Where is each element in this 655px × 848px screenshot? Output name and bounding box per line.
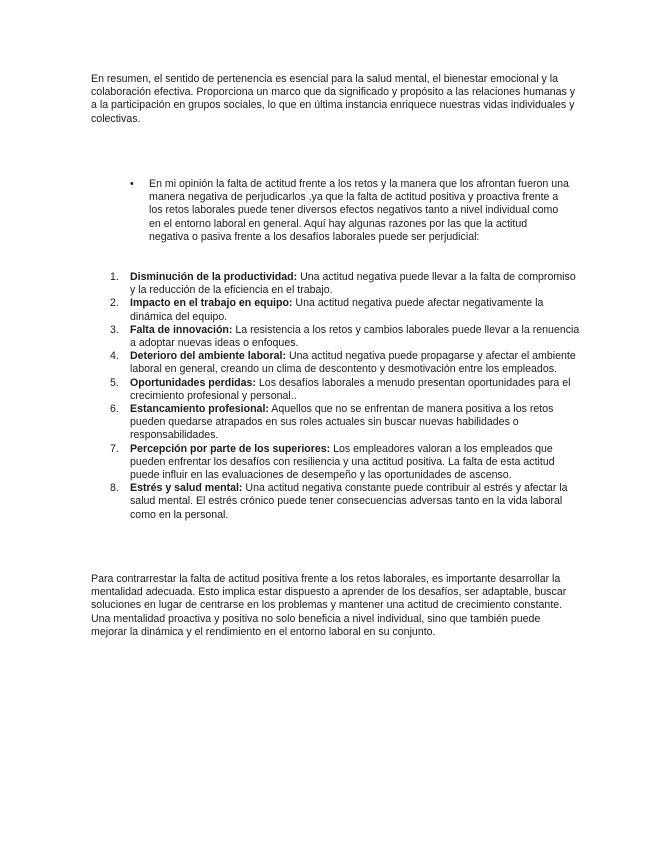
item-title: Estrés y salud mental: bbox=[130, 482, 243, 495]
opinion-text: En mi opinión la falta de actitud frente a los retos y la manera que los afrontan fueron una manera negativa de perjudicarlos ,ya que la falta de actitud positiva y proactiva frente a los retos laborales puede tener diversos efectos negativos tanto a nivel individual como en el entorno laboral en general. Aquí hay algunas razones por las que la actitud negativa o pasiva frente a los desafíos laborales puede ser perjudicial: bbox=[149, 178, 569, 243]
item-title: Impacto en el trabajo en equipo: bbox=[130, 297, 293, 310]
item-number: 4. bbox=[110, 350, 119, 363]
item-text: Una actitud negativa puede propagarse y afectar el ambiente laboral en general, creando un clima de descontento y desmotivación entre los empleados. bbox=[130, 350, 576, 376]
item-title: Disminución de la productividad: bbox=[130, 271, 298, 283]
list-item bbox=[110, 350, 580, 376]
item-text: Aquellos que no se enfrentan de manera positiva a los retos pueden quedarse atrapados en sus roles actuales sin buscar nuevas habilidades o responsabilidades. bbox=[130, 403, 554, 442]
item-number: 7. bbox=[110, 442, 119, 455]
item-text: Una actitud negativa puede afectar negativamente la dinámica del equipo. bbox=[130, 297, 544, 323]
item-number: 5. bbox=[110, 376, 119, 389]
reasons-list bbox=[110, 271, 580, 522]
list-item bbox=[110, 443, 580, 483]
opinion-bullet bbox=[130, 178, 570, 244]
item-number: 1. bbox=[110, 271, 119, 283]
item-text: La resistencia a los retos y cambios laborales puede llevar a la renuencia a adoptar nuevas ideas o enfoques. bbox=[130, 323, 580, 350]
item-number: 2. bbox=[110, 297, 119, 310]
item-title: Falta de innovación: bbox=[130, 323, 233, 336]
item-number: 6. bbox=[110, 403, 119, 416]
list-item bbox=[110, 377, 580, 403]
item-title: Oportunidades perdidas: bbox=[130, 376, 256, 389]
bullet-symbol: • bbox=[130, 178, 134, 190]
list-item bbox=[110, 297, 580, 323]
intro-paragraph: En resumen, el sentido de pertenencia es esencial para la salud mental, el bienestar emocional y la colaboración efectiva. Proporciona un marco que da significado y propósito a las relaciones humanas y a la participación en grupos sociales, lo que en última instancia enriquece nuestras vidas individuales y colectivas. bbox=[91, 73, 576, 125]
list-item bbox=[110, 403, 580, 443]
item-text: Una actitud negativa puede llevar a la falta de compromiso y la reducción de la eficiencia en el trabajo. bbox=[130, 271, 576, 297]
item-text: Los desafíos laborales a menudo presentan oportunidades para el crecimiento profesional y personal.. bbox=[130, 376, 571, 402]
item-title: Percepción por parte de los superiores: bbox=[130, 442, 331, 455]
item-text: Los empleadores valoran a los empleados que pueden enfrentar los desafíos con resiliencia y una actitud positiva. La falta de esta actitud puede influir en las evaluaciones de desempeño y las oportunidades de ascenso. bbox=[130, 442, 555, 482]
list-item bbox=[110, 482, 580, 522]
closing-paragraph: Para contrarrestar la falta de actitud positiva frente a los retos laborales, es importante desarrollar la mentalidad adecuada. Esto implica estar dispuesto a aprender de los desafíos, ser adaptable, buscar soluciones en lugar de centrarse en los problemas y mantener una actitud de crecimiento constante. Una mentalidad proactiva y positiva no solo beneficia a nivel individual, sino que también puede mejorar la dinámica y el rendimiento en el entorno laboral en su conjunto. bbox=[91, 573, 567, 638]
item-number: 8. bbox=[110, 482, 119, 495]
list-item bbox=[110, 324, 580, 350]
item-title: Estancamiento profesional: bbox=[130, 403, 269, 416]
list-item bbox=[110, 271, 580, 297]
item-number: 3. bbox=[110, 323, 119, 336]
item-text: Una actitud negativa constante puede contribuir al estrés y afectar la salud mental. El estrés crónico puede tener consecuencias adversas tanto en la vida laboral como en la personal. bbox=[130, 482, 568, 521]
item-title: Deterioro del ambiente laboral: bbox=[130, 350, 286, 363]
